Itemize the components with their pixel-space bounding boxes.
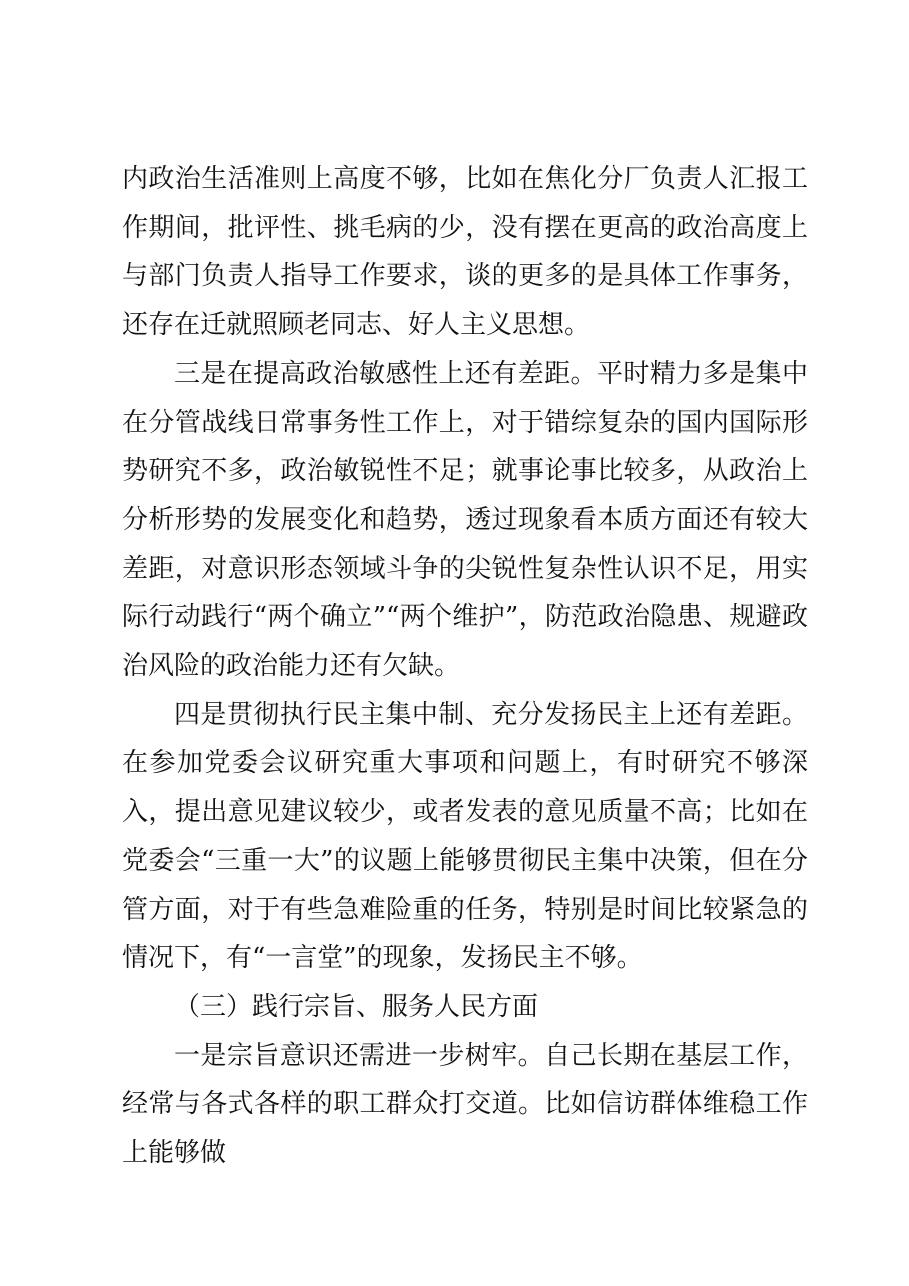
document-body — [122, 155, 808, 1178]
paragraph-democratic-centralism: 四是贯彻执行民主集中制、充分发扬民主上还有差距。在参加党委会议研究重大事项和问题上，有时研究不够深入，提出意见建议较少，或者发表的意见质量不高；比如在党委会“三重一大”的议题上能够贯彻民主集中决策，但在分管方面，对于有些急难险重的任务，特别是时间比较紧急的情况下，有“一言堂”的现象，发扬民主不够。 — [122, 699, 808, 974]
section-heading: （三）践行宗旨、服务人民方面 — [174, 991, 539, 1022]
paragraph-purpose-awareness: 一是宗旨意识还需进一步树牢。自己长期在基层工作，经常与各式各样的职工群众打交道。比如信访群体维稳工作上能够做 — [122, 1040, 808, 1169]
paragraph-political-sensitivity: 三是在提高政治敏感性上还有差距。平时精力多是集中在分管战线日常事务性工作上，对于错综复杂的国内国际形势研究不多，政治敏锐性不足；就事论事比较多，从政治上分析形势的发展变化和趋势，透过现象看本质方面还有较大差距，对意识形态领域斗争的尖锐性复杂性认识不足，用实际行动践行“两个确立”“两个维护”，防范政治隐患、规避政治风险的政治能力还有欠缺。 — [122, 358, 808, 682]
paragraph-continuation: 内政治生活准则上高度不够，比如在焦化分厂负责人汇报工作期间，批评性、挑毛病的少，没有摆在更高的政治高度上与部门负责人指导工作要求，谈的更多的是具体工作事务，还存在迁就照顾老同志、好人主义思想。 — [122, 164, 808, 341]
